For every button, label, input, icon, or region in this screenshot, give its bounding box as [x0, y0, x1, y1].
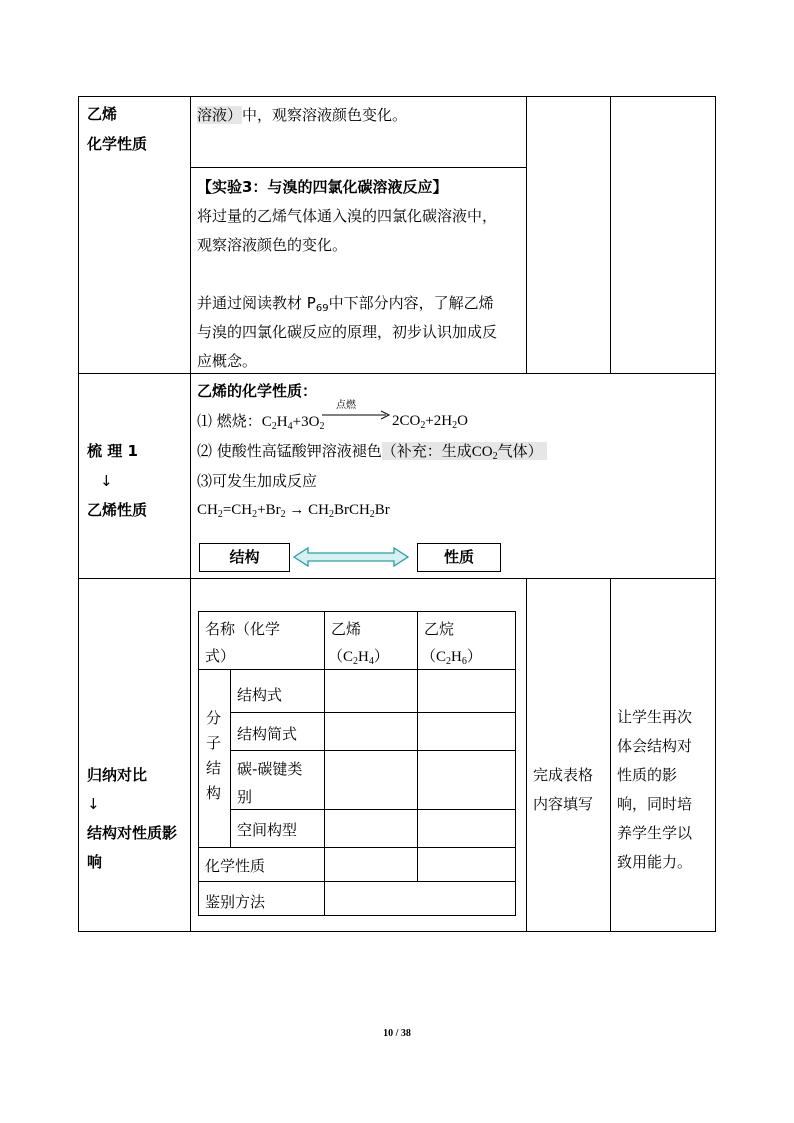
reading-page-subscript: 69 — [315, 303, 329, 314]
structure-box: 结构 — [199, 543, 290, 572]
combustion-equation — [197, 410, 324, 433]
design-intent-line3: 性质的影 — [617, 766, 678, 784]
row-cc-bond-type-line1: 碳-碳键类 — [237, 760, 303, 778]
reading-line2: 与溴的四氯化碳反应的原理，初步认识加成反 — [197, 323, 498, 341]
row1-continuation-text — [197, 104, 407, 126]
design-intent-line4: 响，同时培 — [617, 795, 693, 813]
row1-left-title-line2: 化学性质 — [87, 135, 148, 153]
reading-line1 — [197, 292, 494, 314]
kmno4-supplement-pre: （补充：生成 — [381, 442, 472, 460]
co2-formula: $CO_2$ — [471, 444, 498, 462]
property-box: 性质 — [417, 543, 501, 572]
reaction-arrow-icon — [322, 410, 392, 420]
row1-continuation-shaded: 溶液） — [197, 106, 243, 124]
row-identification-method: 鉴别方法 — [205, 893, 266, 911]
design-intent-line5: 养学生学以 — [617, 824, 693, 842]
combustion-products: $2CO_2+2H_2O$ — [392, 413, 468, 431]
row3-left-title-line3: 结构对性质影 — [87, 824, 178, 842]
row1-continuation-rest: 中，观察溶液颜色变化。 — [242, 106, 408, 124]
table-header-ethylene-formula: $(C_2H_4)$ — [328, 649, 389, 667]
table-header-ethane-formula: $(C_2H_6)$ — [421, 649, 482, 667]
double-arrow-icon — [292, 546, 410, 568]
design-intent-line6: 致用能力。 — [617, 853, 693, 871]
design-intent-line2: 体会结构对 — [617, 737, 693, 755]
row-structural-formula: 结构式 — [237, 686, 283, 704]
experiment3-line1: 将过量的乙烯气体通入溴的四氯化碳溶液中， — [197, 207, 498, 225]
molecular-structure-char4: 构 — [206, 784, 222, 802]
table-header-ethane: 乙烷 — [424, 620, 455, 638]
experiment3-line2: 观察溶液颜色的变化。 — [197, 236, 348, 254]
kmno4-supplement-post: 气体） — [497, 442, 543, 460]
combustion-reactants: $C_2H_4+3O_2$ — [261, 414, 325, 432]
row-chemical-property: 化学性质 — [205, 857, 266, 875]
row-condensed-formula: 结构简式 — [237, 725, 298, 743]
kmno4-supplement-note — [382, 442, 548, 460]
student-activity-line2: 内容填写 — [533, 795, 594, 813]
reading-line3: 应概念。 — [197, 352, 258, 370]
row1-left-title-line1: 乙烯 — [87, 105, 118, 123]
table-header-name-line2: 式） — [205, 647, 236, 665]
row2-left-title-line1: 梳 理 1 — [87, 442, 138, 460]
table-header-ethylene: 乙烯 — [331, 620, 362, 638]
molecular-structure-char3: 结 — [206, 759, 222, 777]
kmno4-decolorize-label: ⑵ 使酸性高锰酸钾溶液褪色 — [197, 442, 382, 460]
table-header-name-line1: 名称（化学 — [205, 620, 281, 638]
reading-prefix: 并通过阅读教材 P — [197, 294, 316, 312]
row3-left-arrow: ↓ — [87, 795, 100, 813]
row-cc-bond-type-line2: 别 — [237, 788, 253, 806]
combustion-label: ⑴ 燃烧： — [197, 412, 262, 430]
combustion-condition-label: 点燃 — [336, 400, 356, 411]
student-activity-line1: 完成表格 — [533, 766, 594, 784]
combustion-condition-arrow — [322, 400, 392, 424]
experiment3-title: 【实验3：与溴的四氯化碳溶液反应】 — [197, 178, 448, 196]
reading-suffix: 中下部分内容，了解乙烯 — [328, 294, 494, 312]
row-spatial-configuration: 空间构型 — [237, 821, 298, 839]
design-intent-line1: 让学生再次 — [617, 708, 693, 726]
kmno4-decolorize-line — [197, 440, 547, 463]
ethylene-chem-properties-title: 乙烯的化学性质： — [197, 382, 318, 400]
molecular-structure-char2: 子 — [206, 734, 222, 752]
molecular-structure-char1: 分 — [206, 709, 222, 727]
addition-reaction-label: ⑶可发生加成反应 — [197, 472, 318, 490]
row2-left-arrow: ↓ — [100, 472, 113, 490]
bromine-addition-equation: $CH_2=CH_2+Br_2$ → $CH_2BrCH_2Br$ — [197, 502, 390, 520]
row2-left-title-line3: 乙烯性质 — [87, 501, 148, 519]
row3-left-title-line4: 响 — [87, 853, 103, 871]
row3-left-title-line1: 归纳对比 — [87, 766, 148, 784]
page-number: 10 / 38 — [383, 1028, 411, 1039]
